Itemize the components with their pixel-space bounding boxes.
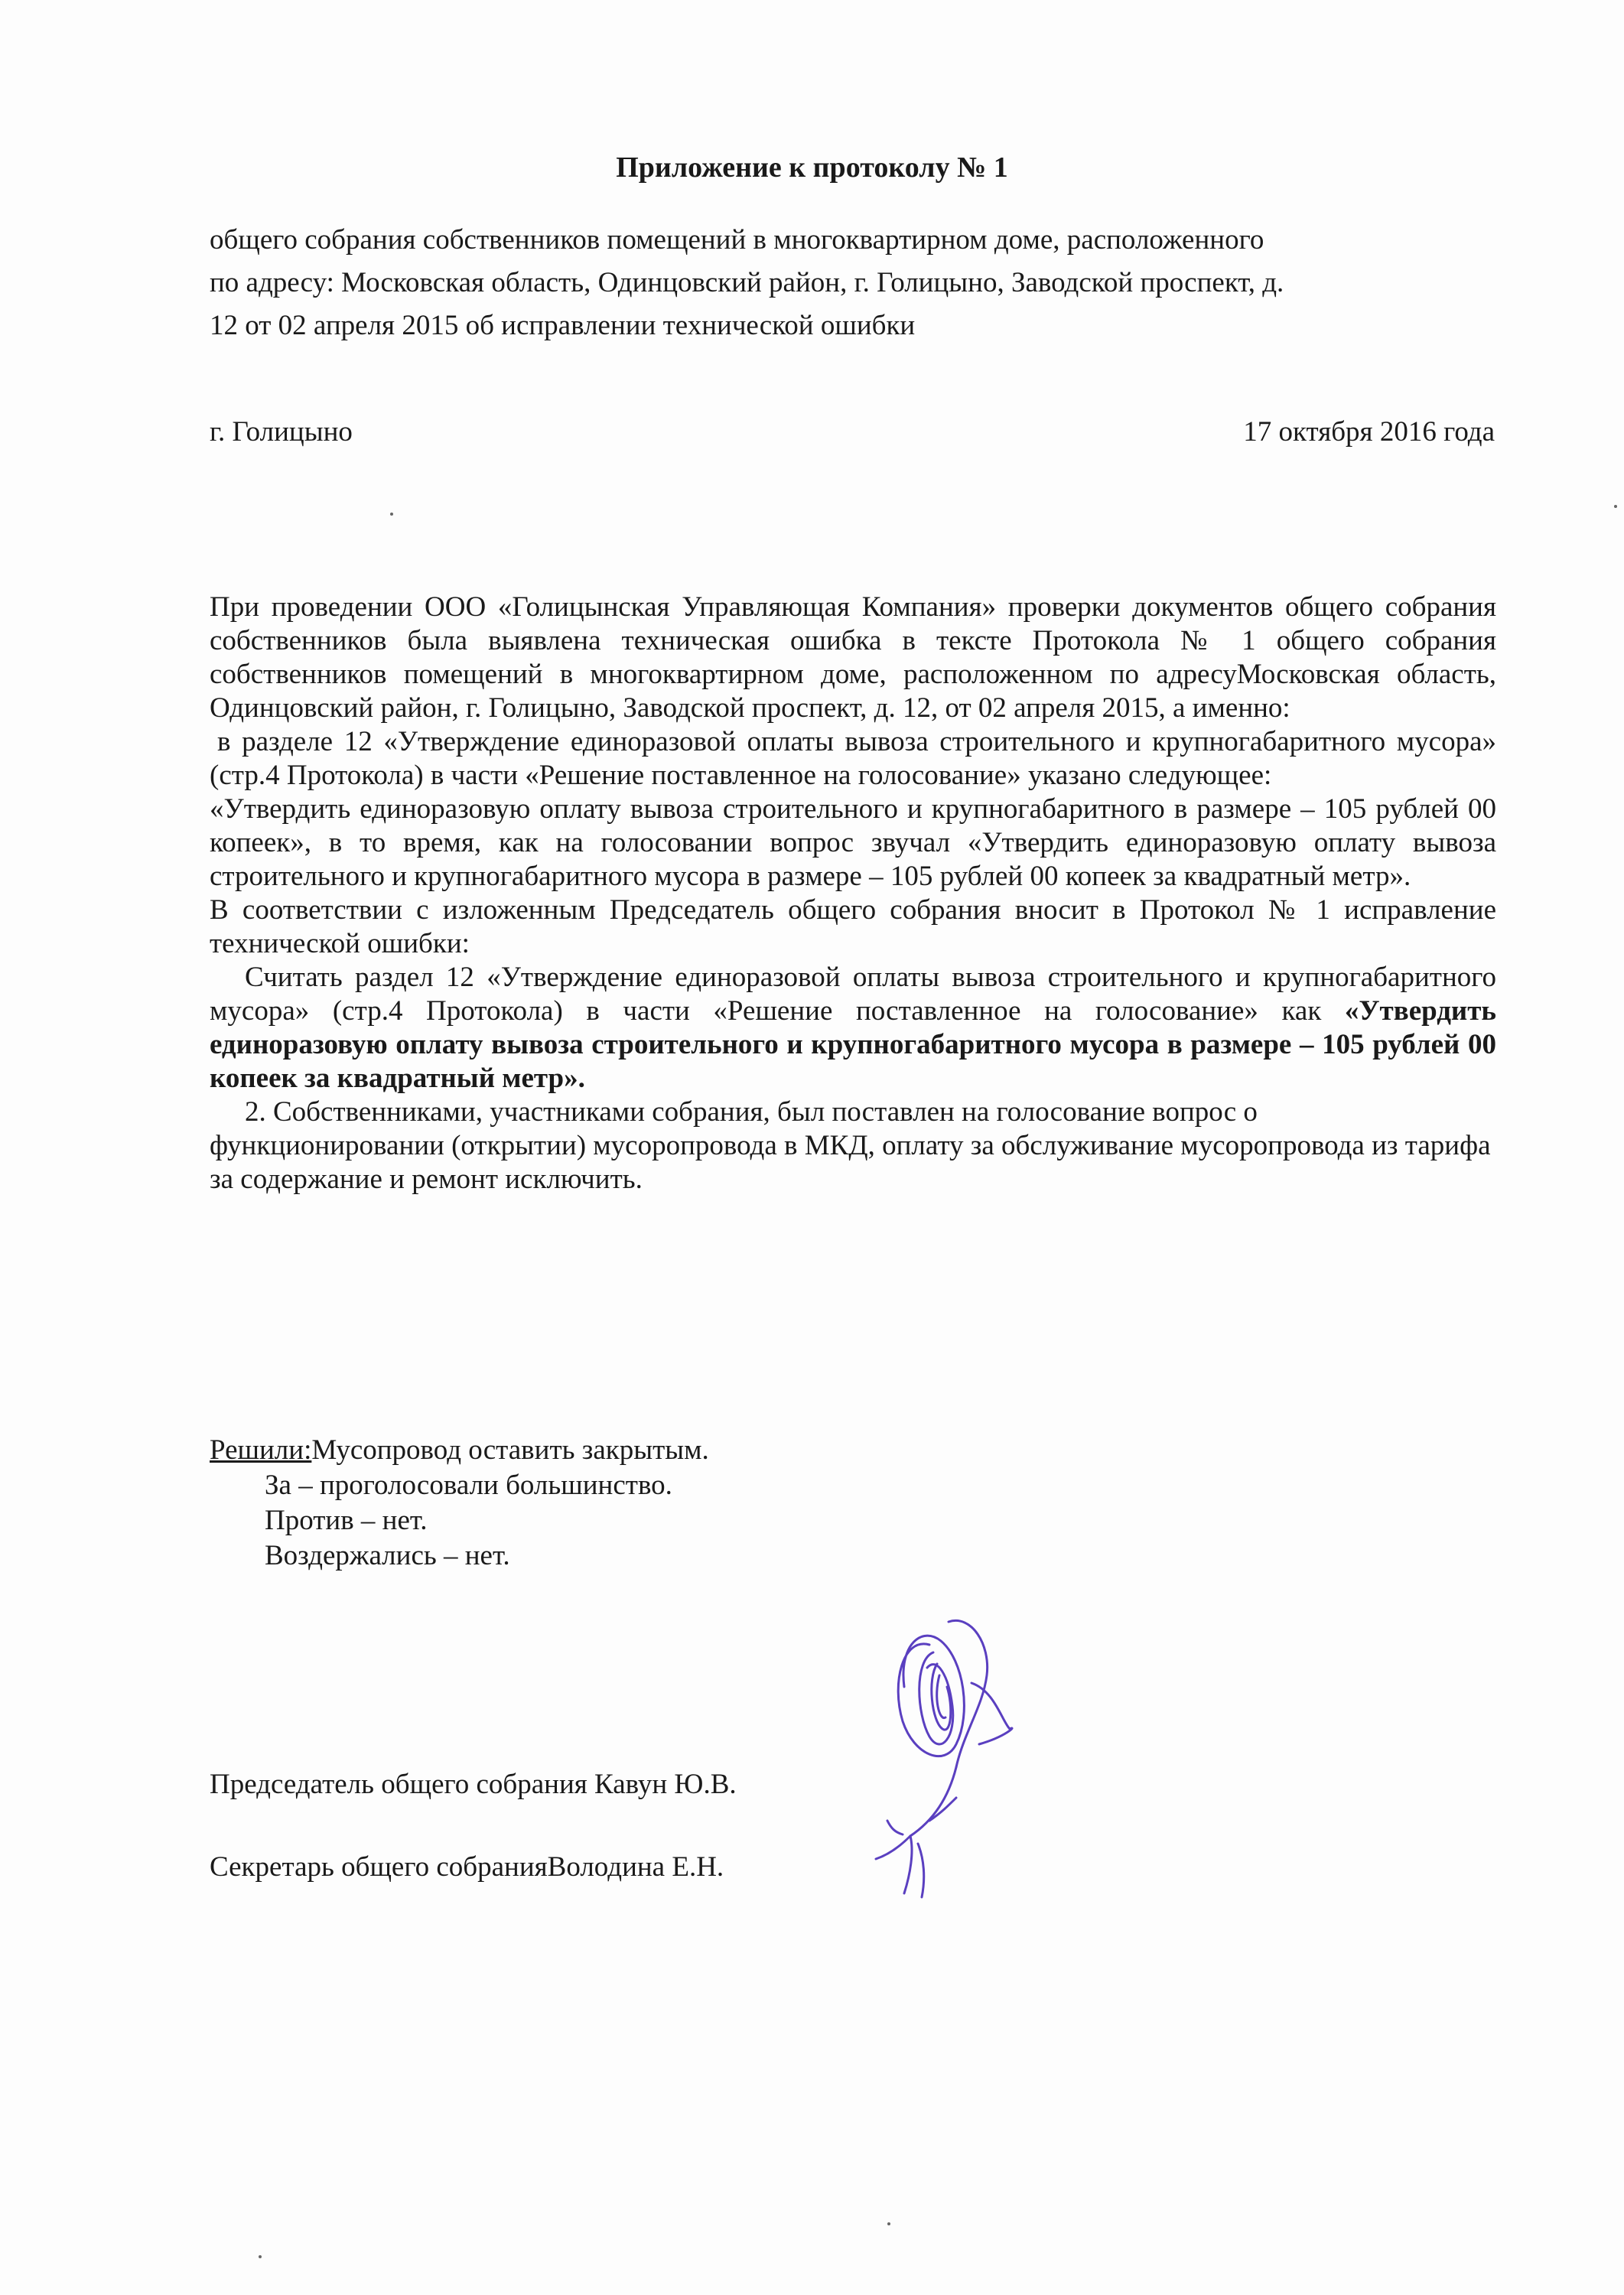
scan-speck (390, 513, 393, 516)
document-title: Приложение к протоколу № 1 (616, 151, 1008, 184)
handwritten-signature (857, 1591, 1086, 1912)
subtitle-line-1: общего собрания собственников помещений в многоквартирном доме, расположенного (210, 224, 1264, 256)
paragraph-quote: «Утвердить единоразовую оплату вывоза строительного и крупногабаритного в размере – 105 рублей 00 копеек», в то время, как на голосовании вопрос звучал «Утвердить единоразовую оплату вывоза строительного и крупногабаритного мусора в размере – 105 рублей 00 копеек за квадратный метр». (210, 793, 1496, 892)
paragraph-intro: При проведении ООО «Голицынская Управляющая Компания» проверки документов общего собрания собственников была выявлена техническая ошибка в тексте Протокола № 1 общего собрания собственников помещений в многоквартирном доме, расположенном по адресуМосковская область, Одинцовский район, г. Голицыно, Заводской проспект, д. 12, от 02 апреля 2015, а именно: (210, 591, 1496, 724)
subtitle-line-3: 12 от 02 апреля 2015 об исправлении технической ошибки (210, 310, 916, 341)
scan-speck (887, 2222, 890, 2225)
paragraph-correction (210, 961, 1496, 1095)
decision-label: Решили: (210, 1434, 312, 1466)
scan-speck (259, 2255, 262, 2258)
correction-bold-text: «Утвердить единоразовую оплату вывоза строительного и крупногабаритного мусора в размере – 105 рублей 00 копеек за квадратный метр» (210, 995, 1496, 1094)
date: 17 октября 2016 года (1243, 416, 1495, 448)
secretary-signature-line: Секретарь общего собранияВолодина Е.Н. (210, 1851, 724, 1883)
subtitle-line-2: по адресу: Московская область, Одинцовский район, г. Голицыно, Заводской проспект, д. (210, 267, 1284, 298)
place-date-row (210, 411, 1495, 454)
correction-text: Считать раздел 12 «Утверждение единоразовой оплаты вывоза строительного и крупногабаритного мусора» (стр.4 Протокола) в части «Решение поставленное на голосование» как (210, 962, 1496, 1027)
place: г. Голицыно (210, 416, 353, 448)
paragraph-correction-intro: В соответствии с изложенным Председатель общего собрания вносит в Протокол № 1 исправление технической ошибки: (210, 894, 1496, 959)
votes-abstain: Воздержались – нет. (265, 1540, 510, 1571)
decision-line (210, 1433, 1495, 1468)
decision-text: Мусопровод оставить закрытым. (311, 1434, 709, 1466)
paragraph-item-2: 2. Собственниками, участниками собрания, был поставлен на голосование вопрос о функционировании (открытии) мусоропровода в МКД, оплату за обслуживание мусоропровода из тарифа за содержание и ремонт исключить. (210, 1096, 1491, 1195)
chairman-signature-line: Председатель общего собрания Кавун Ю.В. (210, 1769, 737, 1800)
votes-for: За – проголосовали большинство. (265, 1470, 672, 1501)
document-body (210, 591, 1496, 1196)
correction-end: . (578, 1063, 585, 1094)
scan-speck (1614, 505, 1617, 508)
paragraph-section: в разделе 12 «Утверждение единоразовой оплаты вывоза строительного и крупногабаритного мусора» (стр.4 Протокола) в части «Решение поставленное на голосование» указано следующее: (210, 726, 1496, 791)
decision-block (210, 1433, 1495, 1574)
votes-against: Против – нет. (265, 1505, 428, 1536)
document-subtitle (210, 219, 1495, 347)
